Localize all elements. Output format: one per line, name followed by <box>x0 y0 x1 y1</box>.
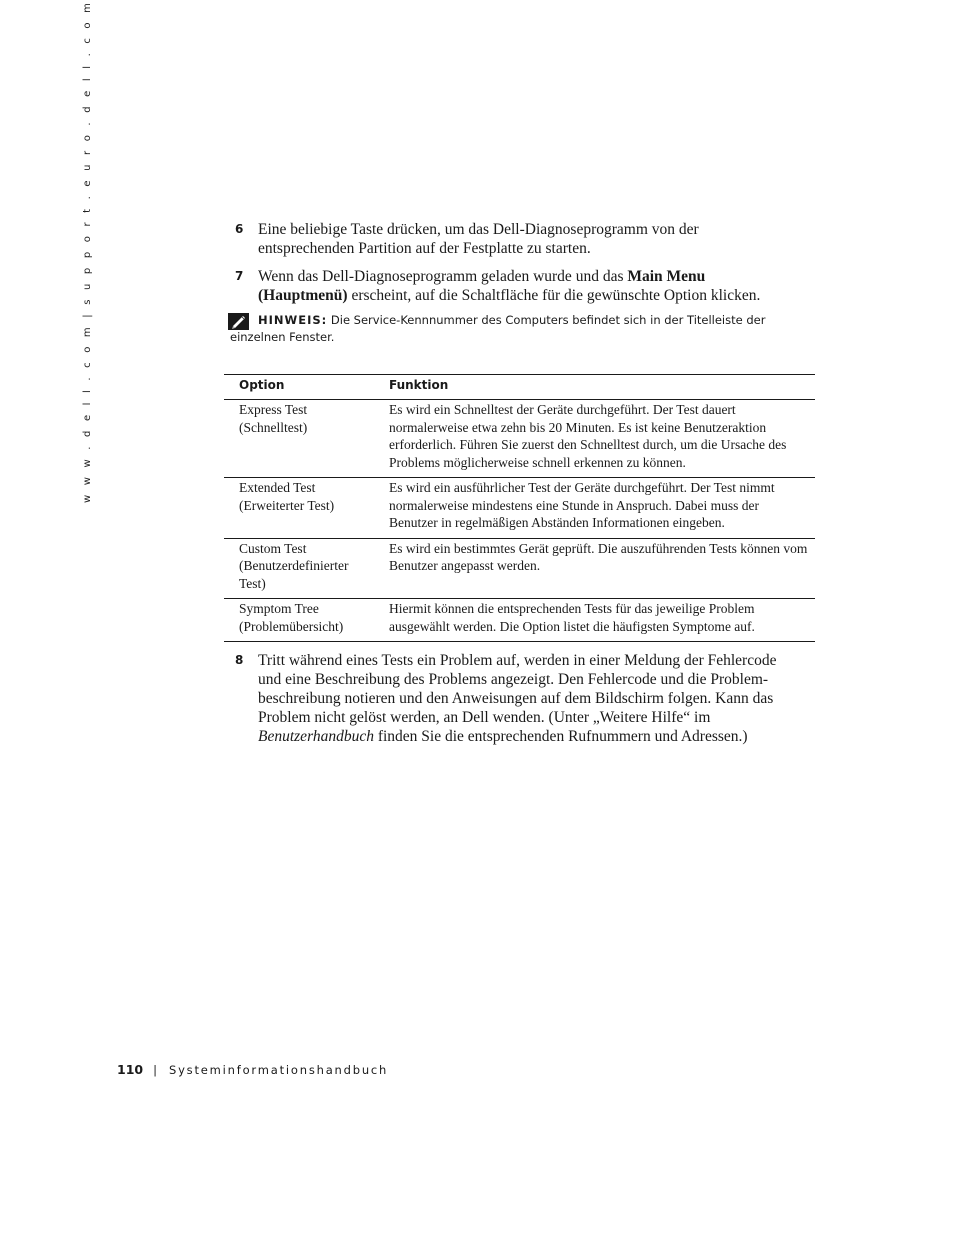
note-label: HINWEIS: <box>258 313 328 327</box>
option-cell: Express Test (Schnelltest) <box>224 400 374 478</box>
manual-title: Benutzerhandbuch <box>258 728 374 745</box>
footer-separator: | <box>153 1063 157 1077</box>
step-7 <box>235 267 795 305</box>
function-cell: Es wird ein bestimmtes Gerät geprüft. Die auszuführenden Tests können vom Benutzer angepasst werden. <box>374 538 815 599</box>
step-number: 7 <box>235 269 244 283</box>
table-row <box>224 478 815 539</box>
table-row <box>224 538 815 599</box>
diagnostic-options-table <box>224 374 815 642</box>
step-text <box>258 267 795 305</box>
note-pencil-icon <box>228 313 249 330</box>
step-text-part: Tritt während eines Tests ein Problem auf, werden in einer Meldung der Fehlercode und eine Beschreibung des Problems angezeigt. Den Fehlercode und die Problem-beschreibung notieren und den Anweisungen auf dem Bildschirm folgen. Kann das Problem nicht gelöst werden, an Dell wenden. (Unter „Weitere Hilfe“ im <box>258 652 777 726</box>
note-body-line1: Die Service-Kennnummer des Computers befindet sich in der Titelleiste der <box>330 313 766 327</box>
table-row <box>224 599 815 642</box>
function-cell: Hiermit können die entsprechenden Tests für das jeweilige Problem ausgewählt werden. Die Option listet die häufigsten Symptome auf. <box>374 599 815 642</box>
sidebar-url: w w w . d e l l . c o m | s u p p o r t . e u r o . d e l l . c o m <box>82 0 93 503</box>
main-menu-label: Main Menu (Hauptmenü) <box>258 268 706 304</box>
step-8 <box>235 651 795 746</box>
option-cell: Symptom Tree (Problemübersicht) <box>224 599 374 642</box>
option-cell: Custom Test (Benutzerdefinierter Test) <box>224 538 374 599</box>
footer-title: Systeminformationshandbuch <box>168 1063 389 1077</box>
note-text <box>230 312 808 346</box>
step-text-part: finden Sie die entsprechenden Rufnummern und Adressen.) <box>373 728 748 745</box>
column-header-option: Option <box>224 375 374 400</box>
step-6 <box>235 220 795 258</box>
step-text-part: Eine beliebige Taste drücken, um das Dell-Diagnoseprogramm von der entsprechenden Partition auf der Festplatte zu starten. <box>258 221 699 257</box>
step-text-part: erscheint, auf die Schaltfläche für die gewünschte Option klicken. <box>347 287 761 304</box>
table-row <box>224 400 815 478</box>
page-number: 110 <box>117 1062 144 1077</box>
table-header-row <box>224 375 815 400</box>
note-box <box>228 312 808 346</box>
step-text-part: Wenn das Dell-Diagnoseprogramm geladen wurde und das <box>258 268 628 285</box>
option-cell: Extended Test (Erweiterter Test) <box>224 478 374 539</box>
note-body-line2: einzelnen Fenster. <box>230 330 335 344</box>
function-cell: Es wird ein Schnelltest der Geräte durchgeführt. Der Test dauert normalerweise etwa zehn bis 20 Minuten. Es ist keine Benutzeraktion erforderlich. Führen Sie zuerst den Schnelltest durch, um die Ursache des Problems möglicherweise schnell erkennen zu können. <box>374 400 815 478</box>
step-text <box>258 220 795 258</box>
function-cell: Es wird ein ausführlicher Test der Geräte durchgeführt. Der Test nimmt normalerweise mindestens eine Stunde in Anspruch. Dabei muss der Benutzer in regelmäßigen Abständen Informationen eingeben. <box>374 478 815 539</box>
step-number: 8 <box>235 653 244 667</box>
step-text <box>258 651 795 746</box>
column-header-function: Funktion <box>374 375 815 400</box>
step-number: 6 <box>235 222 244 236</box>
page-footer <box>117 1062 388 1077</box>
